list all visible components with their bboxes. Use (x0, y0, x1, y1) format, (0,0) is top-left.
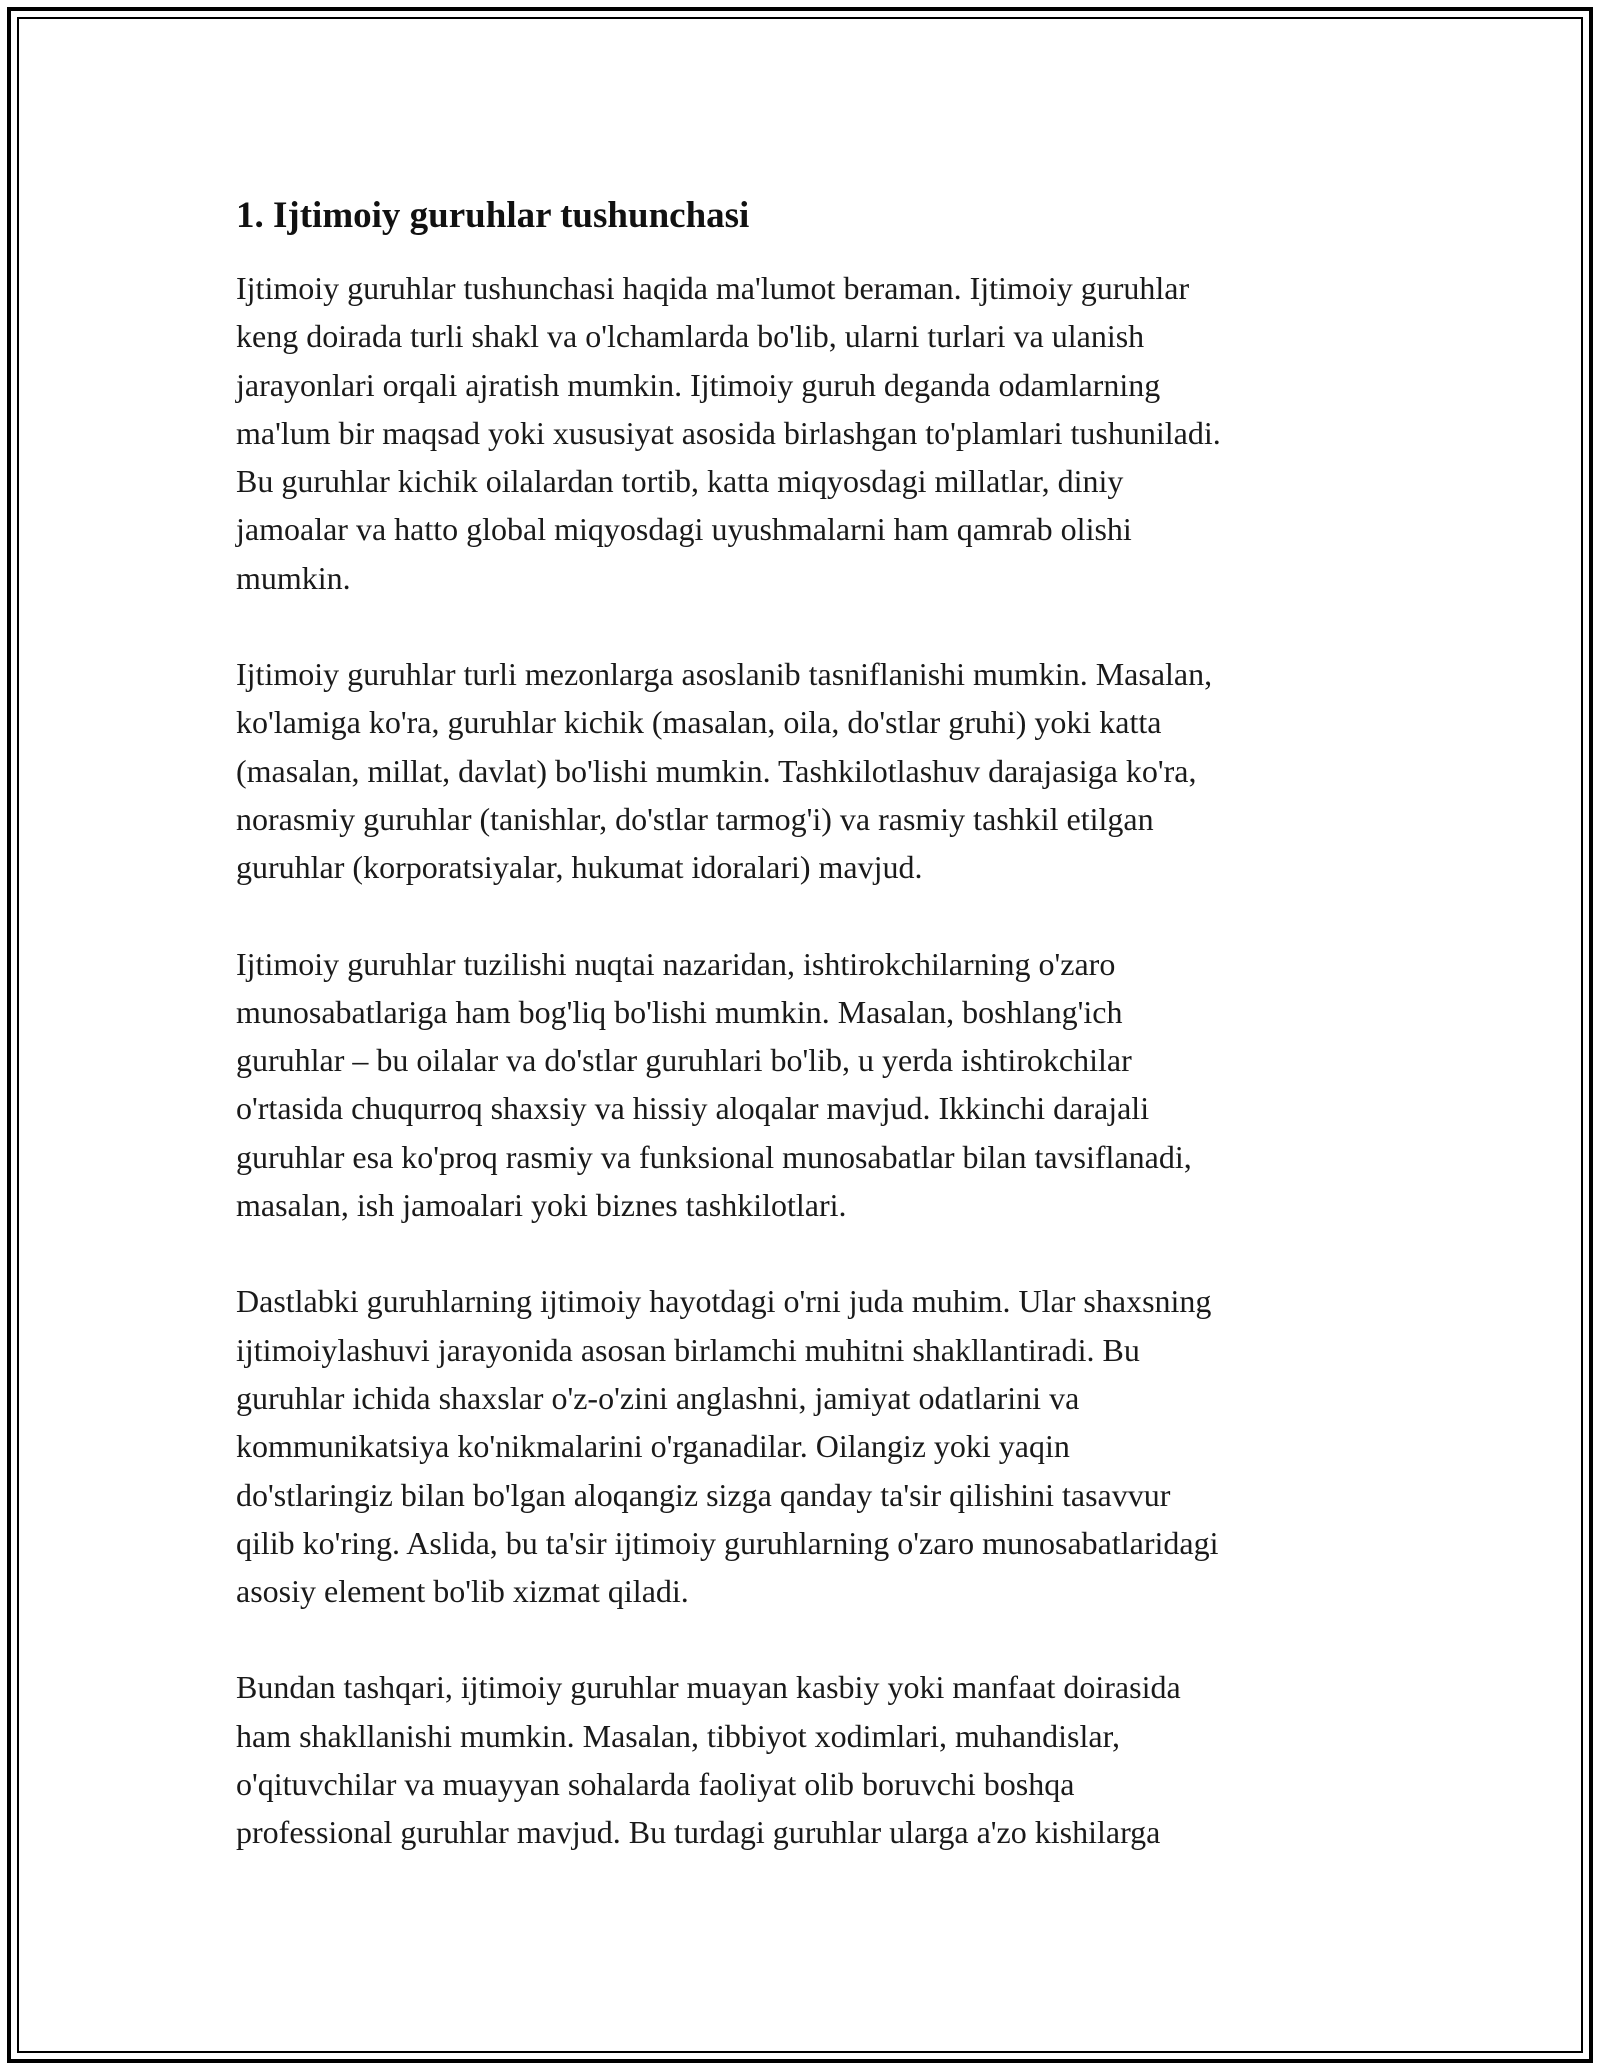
text-line: jamoalar va hatto global miqyosdagi uyushmalarni ham qamrab olishi (236, 511, 1132, 548)
text-line: ijtimoiylashuvi jarayonida asosan birlamchi muhitni shakllantiradi. Bu (236, 1331, 1140, 1368)
text-line: ko'lamiga ko'ra, guruhlar kichik (masalan, oila, do'stlar gruhi) yoki katta (236, 704, 1162, 741)
text-line: Ijtimoiy guruhlar tuzilishi nuqtai nazaridan, ishtirokchilarning o'zaro (236, 945, 1116, 982)
text-line: o'qituvchilar va muayyan sohalarda faoliyat olib boruvchi boshqa (236, 1766, 1075, 1803)
text-line: mumkin. (236, 559, 351, 596)
text-line: o'rtasida chuqurroq shaxsiy va hissiy aloqalar mavjud. Ikkinchi darajali (236, 1090, 1150, 1127)
section-heading: 1. Ijtimoiy guruhlar tushunchasi (236, 195, 750, 236)
text-line: Bu guruhlar kichik oilalardan tortib, katta miqyosdagi millatlar, diniy (236, 463, 1124, 500)
text-line: Dastlabki guruhlarning ijtimoiy hayotdagi o'rni juda muhim. Ular shaxsning (236, 1283, 1212, 1320)
body-paragraph (236, 264, 1386, 602)
text-line: guruhlar (korporatsiyalar, hukumat idoralari) mavjud. (236, 849, 923, 886)
text-line: guruhlar ichida shaxslar o'z-o'zini anglashni, jamiyat odatlarini va (236, 1379, 1080, 1416)
body-paragraph (236, 650, 1386, 891)
body-paragraph (236, 1277, 1386, 1615)
text-line: (masalan, millat, davlat) bo'lishi mumkin. Tashkilotlashuv darajasiga ko'ra, (236, 752, 1197, 789)
text-line: Bundan tashqari, ijtimoiy guruhlar muayan kasbiy yoki manfaat doirasida (236, 1669, 1181, 1706)
text-line: masalan, ish jamoalari yoki biznes tashkilotlari. (236, 1187, 847, 1224)
document-body (236, 188, 1386, 1857)
text-line: norasmiy guruhlar (tanishlar, do'stlar tarmog'i) va rasmiy tashkil etilgan (236, 800, 1154, 837)
text-line: jarayonlari orqali ajratish mumkin. Ijtimoiy guruh deganda odamlarning (236, 366, 1161, 403)
paragraph-list (236, 264, 1386, 1857)
text-line: guruhlar – bu oilalar va do'stlar guruhlari bo'lib, u yerda ishtirokchilar (236, 1042, 1132, 1079)
text-line: ma'lum bir maqsad yoki xususiyat asosida birlashgan to'plamlari tushuniladi. (236, 414, 1221, 451)
text-line: professional guruhlar mavjud. Bu turdagi guruhlar ularga a'zo kishilarga (236, 1814, 1161, 1851)
text-line: ham shakllanishi mumkin. Masalan, tibbiyot xodimlari, muhandislar, (236, 1717, 1120, 1754)
text-line: kommunikatsiya ko'nikmalarini o'rganadilar. Oilangiz yoki yaqin (236, 1428, 1070, 1465)
text-line: asosiy element bo'lib xizmat qiladi. (236, 1573, 689, 1610)
text-line: munosabatlariga ham bog'liq bo'lishi mumkin. Masalan, boshlang'ich (236, 993, 1123, 1030)
body-paragraph (236, 1663, 1386, 1856)
text-line: qilib ko'ring. Aslida, bu ta'sir ijtimoiy guruhlarning o'zaro munosabatlaridagi (236, 1524, 1219, 1561)
text-line: do'stlaringiz bilan bo'lgan aloqangiz sizga qanday ta'sir qilishini tasavvur (236, 1476, 1171, 1513)
body-paragraph (236, 940, 1386, 1230)
text-line: keng doirada turli shakl va o'lchamlarda bo'lib, ularni turlari va ulanish (236, 318, 1145, 355)
text-line: guruhlar esa ko'proq rasmiy va funksional munosabatlar bilan tavsiflanadi, (236, 1138, 1192, 1175)
text-line: Ijtimoiy guruhlar turli mezonlarga asoslanib tasniflanishi mumkin. Masalan, (236, 656, 1213, 693)
text-line: Ijtimoiy guruhlar tushunchasi haqida ma'lumot beraman. Ijtimoiy guruhlar (236, 270, 1190, 306)
